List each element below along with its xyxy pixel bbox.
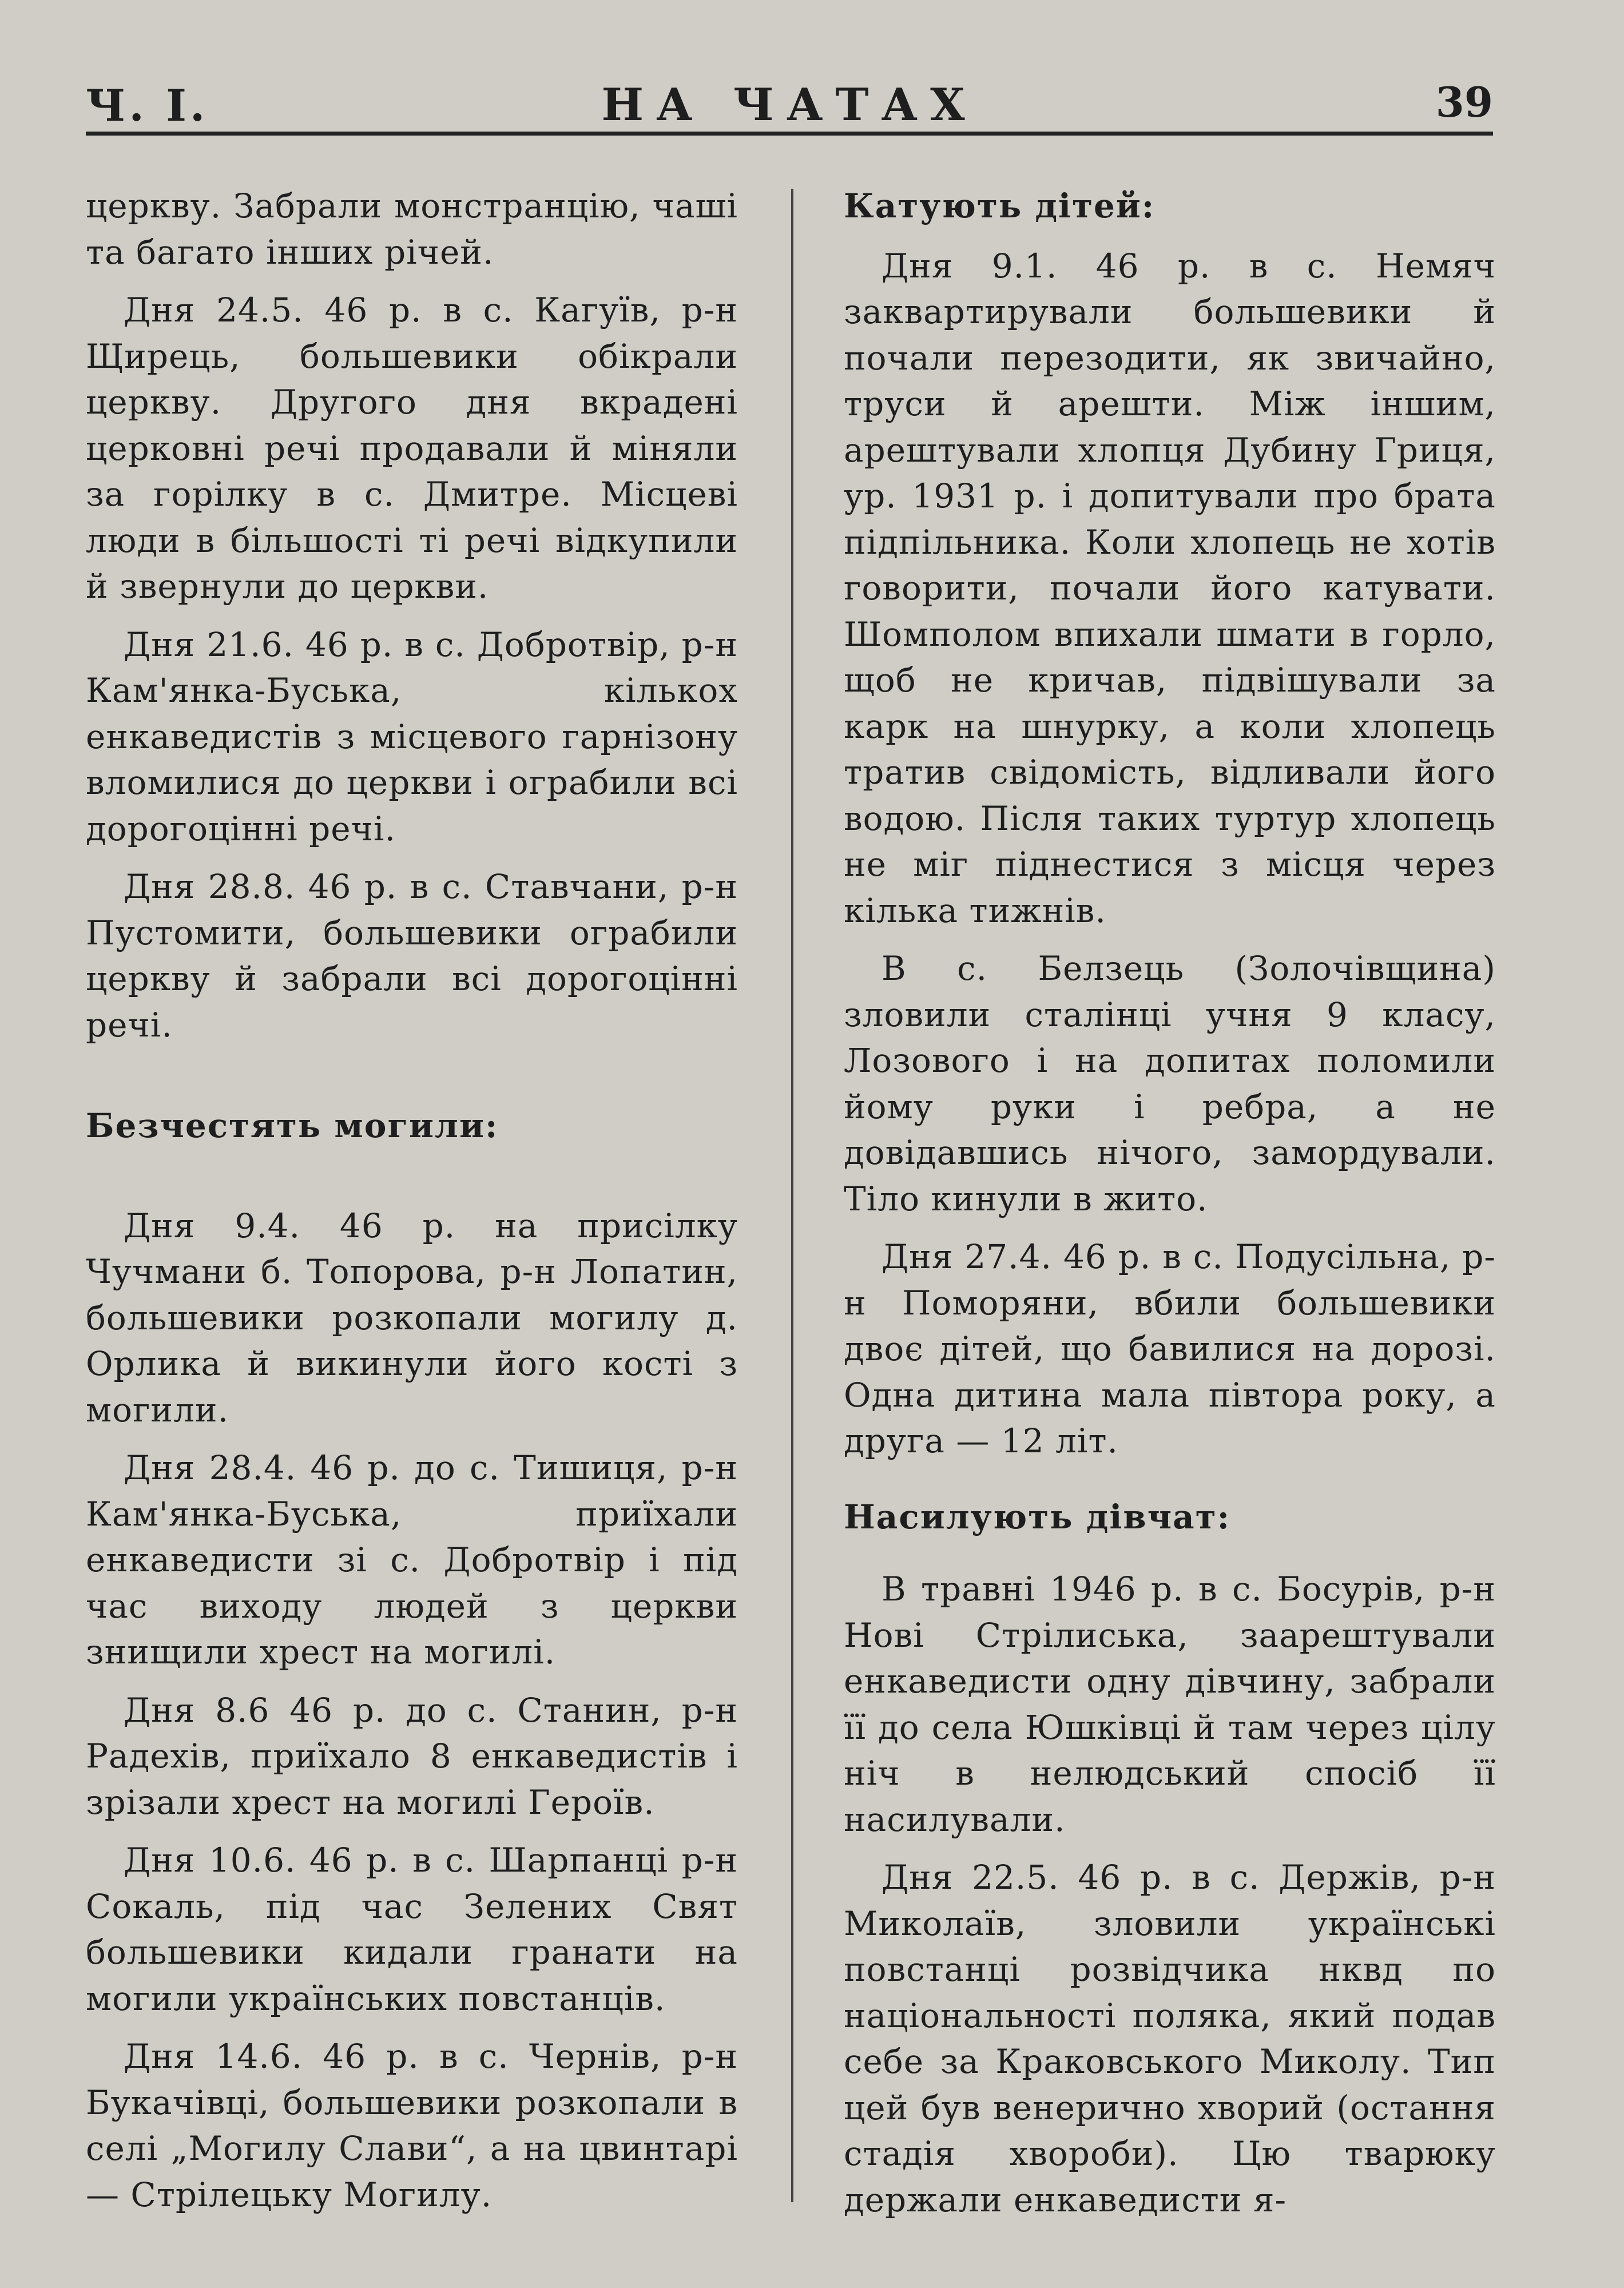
paragraph: Дня 22.5. 46 р. в с. Держів, р-н Миколаїв, зловили українські повстанці розвідчика нквд по національності поляка, який подав себе за Краковського Миколу. Тип цей був венерично хворий (остання стадія хвороби). Цю тварюку держали енкаведисти я- — [844, 1858, 1496, 2219]
paragraph: Дня 28.8. 46 р. в с. Ставчани, р-н Пустомити, большевики ограбили церкву й забрали всі дорогоцінні речі. — [86, 867, 738, 1044]
left-column — [86, 183, 738, 2230]
running-title: НА ЧАТАХ — [601, 79, 978, 131]
paragraph: церкву. Забрали монстранцію, чаші та багато інших річей. — [86, 186, 738, 272]
right-column — [844, 183, 1496, 2235]
paragraph: Дня 9.4. 46 р. на присілку Чучмани б. Топорова, р-н Лопатин, большевики розкопали могилу д. Орлика й викинули його кості з могили. — [86, 1206, 738, 1429]
column-divider — [791, 189, 793, 2202]
paragraph: Дня 28.4. 46 р. до с. Тишиця, р-н Кам'янка-Буська, приїхали енкаведисти зі с. Добротвір і під час виходу людей з церкви знищили хрест на могилі. — [86, 1448, 738, 1671]
page-number: 39 — [1435, 78, 1493, 126]
section-heading: Насилують дівчат: — [844, 1497, 1231, 1536]
paragraph: Дня 14.6. 46 р. в с. Чернів, р-н Букачівці, большевики розкопали в селі „Могилу Слави“, а на цвинтарі — Стрілецьку Могилу. — [86, 2037, 738, 2214]
section-heading: Безчестять могили: — [86, 1106, 499, 1145]
page-header — [86, 63, 1493, 132]
paragraph: Дня 21.6. 46 р. в с. Добротвір, р-н Кам'янка-Буська, кількох енкаведистів з місцевого гарнізону вломилися до церкви і ограбили всі дорогоцінні речі. — [86, 625, 738, 848]
paragraph: Дня 27.4. 46 р. в с. Подусільна, р-н Поморяни, вбили большевики двоє дітей, що бавилися на дорозі. Одна дитина мала півтора року, а друга — 12 літ. — [844, 1237, 1496, 1460]
paragraph: Дня 10.6. 46 р. в с. Шарпанці р-н Сокаль, під час Зелених Свят большевики кидали гранати на могили українських повстанців. — [86, 1841, 738, 2018]
header-rule — [86, 132, 1493, 136]
paragraph: Дня 24.5. 46 р. в с. Кагуїв, р-н Щирець, большевики обікрали церкву. Другого дня вкрадені церковні речі продавали й міняли за горілку в с. Дмитре. Місцеві люди в більшості ті речі відкупили й звернули до церкви. — [86, 291, 738, 606]
paragraph: В травні 1946 р. в с. Босурів, р-н Нові Стрілиська, заарештували енкаведисти одну дівчину, забрали її до села Юшківці й там через цілу ніч в нелюдський спосіб її насилували. — [844, 1570, 1496, 1839]
part-label: Ч. I. — [86, 80, 209, 131]
section-heading: Катують дітей: — [844, 186, 1156, 225]
paragraph: Дня 9.1. 46 р. в с. Немяч заквартирували большевики й почали перезодити, як звичайно, труси й арешти. Між іншим, арештували хлопця Дубину Гриця, ур. 1931 р. і допитували про брата підпільника. Коли хлопець не хотів говорити, почали його катувати. Шомполом впихали шмати в горло, щоб не кричав, підвішували за карк на шнурку, а коли хлопець тратив свідомість, відливали його водою. Після таких туртур хлопець не міг піднестися з місця через кілька тижнів. — [844, 246, 1496, 930]
paragraph: В с. Белзець (Золочівщина) зловили сталінці учня 9 класу, Лозового і на допитах поломили йому руки і ребра, а не довідавшись нічого, замордували. Тіло кинули в жито. — [844, 949, 1496, 1218]
paragraph: Дня 8.6 46 р. до с. Станин, р-н Радехів, приїхало 8 енкаведистів і зрізали хрест на могилі Героїв. — [86, 1690, 738, 1822]
